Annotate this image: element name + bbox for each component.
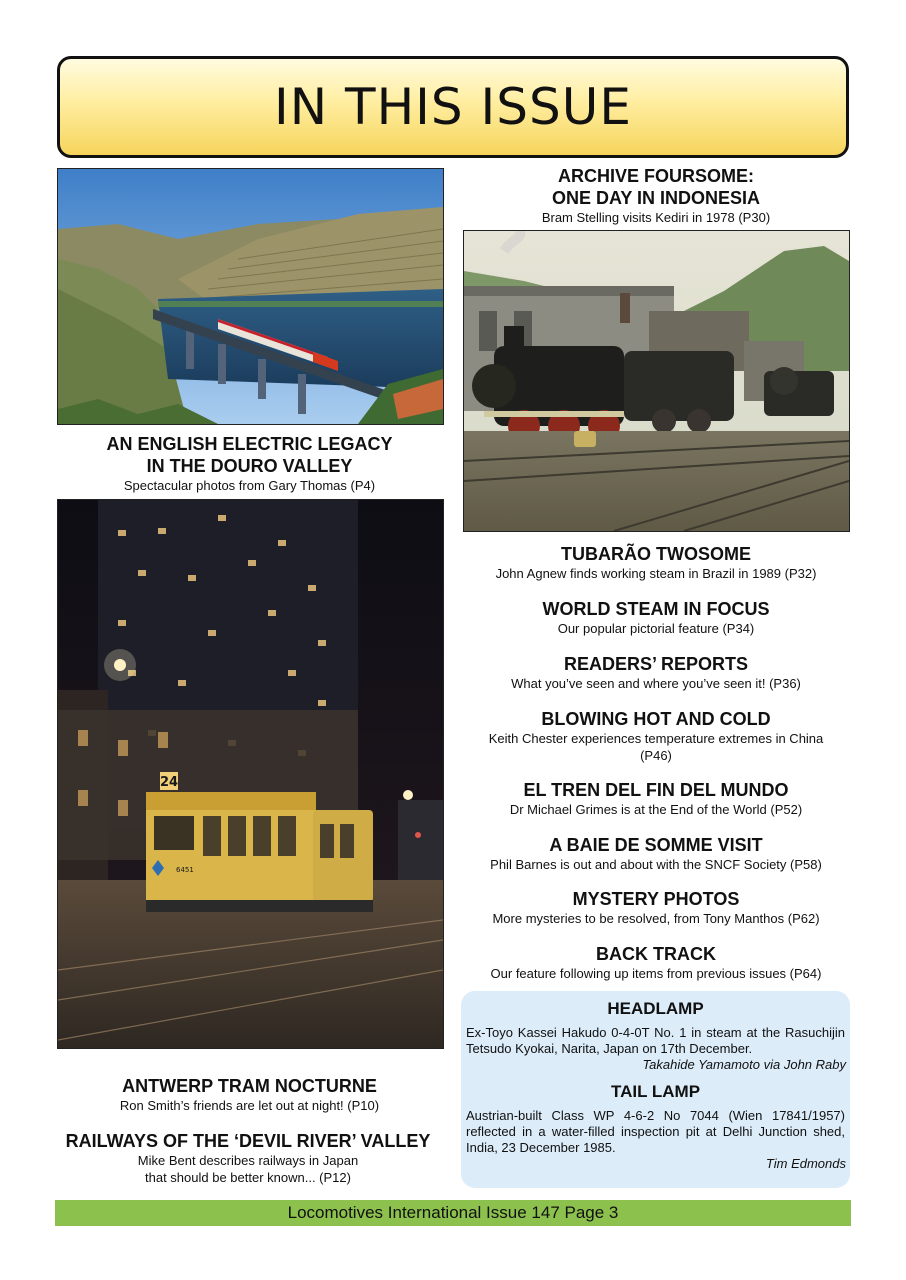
article-title: EL TREN DEL FIN DEL MUNDO [523,780,789,800]
article-subtitle: Phil Barnes is out and about with the SNCF Society (P58) [490,857,822,872]
article-back-track [463,943,849,982]
article-devil-river [50,1130,446,1186]
article-subtitle: Bram Stelling visits Kediri in 1978 (P30) [541,210,771,225]
kediri-steam-photo [463,230,850,532]
article-subtitle: More mysteries to be resolved, from Tony Manthos (P62) [492,911,820,926]
article-title: ANTWERP TRAM NOCTURNE [122,1076,377,1096]
article-title: ONE DAY IN INDONESIA [551,188,761,208]
headlamp-text: Ex-Toyo Kassei Hakudo 0-4-0T No. 1 in steam at the Rasuchijin Tetsudo Kyokai, Narita, Japan on 17th December. [466,1025,845,1056]
article-subtitle: Ron Smith’s friends are let out at night! (P10) [119,1098,380,1113]
article-title: TUBARÃO TWOSOME [561,544,751,564]
article-archive-foursome [463,165,849,226]
article-douro-valley [57,433,442,494]
article-subtitle: What you’ve seen and where you’ve seen it! (P36) [511,676,801,691]
lamp-box [461,991,850,1188]
article-title: BLOWING HOT AND COLD [541,709,771,729]
douro-valley-photo [57,168,444,425]
article-subtitle: John Agnew finds working steam in Brazil in 1989 (P32) [495,566,817,581]
article-tren-fin-del-mundo [463,779,849,818]
headlamp-credit: Takahide Yamamoto via John Raby [642,1057,846,1072]
article-subtitle: Mike Bent describes railways in Japan [137,1153,359,1168]
article-title: ARCHIVE FOURSOME: [557,166,754,186]
article-subtitle: (P46) [640,748,672,763]
article-subtitle: Spectacular photos from Gary Thomas (P4) [123,478,376,493]
article-subtitle: Keith Chester experiences temperature extremes in China [488,731,824,746]
header-banner [57,56,849,158]
article-blowing-hot-cold [463,708,849,764]
article-title: IN THE DOURO VALLEY [146,456,353,476]
article-title: RAILWAYS OF THE ‘DEVIL RIVER’ VALLEY [65,1131,431,1151]
article-tubarao-twosome [463,543,849,582]
article-title: AN ENGLISH ELECTRIC LEGACY [106,434,393,454]
article-title: A BAIE DE SOMME VISIT [549,835,763,855]
article-subtitle: Our popular pictorial feature (P34) [557,621,755,636]
page-footer: Locomotives International Issue 147 Page 3 [55,1200,851,1226]
page-title: IN THIS ISSUE [274,78,632,136]
tram-fleet-number: 6451 [176,866,194,874]
taillamp-text: Austrian-built Class WP 4-6-2 No 7044 (Wien 17841/1957) reflected in a water-filled inspection pit at Delhi Junction shed, India, 23 December 1985. [466,1108,845,1155]
article-mystery-photos [463,888,849,927]
antwerp-tram-photo [57,499,444,1049]
article-world-steam [463,598,849,637]
taillamp-title: TAIL LAMP [610,1082,701,1101]
tram-route-number: 24 [159,775,179,790]
article-title: WORLD STEAM IN FOCUS [542,599,770,619]
article-title: READERS’ REPORTS [563,654,749,674]
taillamp-credit: Tim Edmonds [765,1156,846,1171]
article-title: BACK TRACK [596,944,716,964]
article-readers-reports [463,653,849,692]
headlamp-title: HEADLAMP [607,999,704,1018]
article-subtitle: Dr Michael Grimes is at the End of the World (P52) [509,802,803,817]
article-title: MYSTERY PHOTOS [572,889,740,909]
article-subtitle: that should be better known... (P12) [145,1170,351,1185]
article-subtitle: Our feature following up items from previous issues (P64) [490,966,822,981]
article-baie-de-somme [463,834,849,873]
article-antwerp-tram [57,1075,442,1114]
